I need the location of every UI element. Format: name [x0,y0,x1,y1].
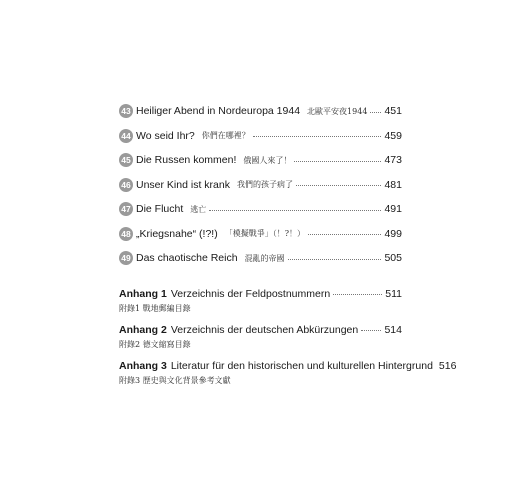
dot-leader [308,234,381,235]
chapter-title-chinese: 「模擬戰爭」（！?！） [224,229,305,238]
page-number: 481 [384,178,402,191]
chapter-title-chinese: 混亂的帝國 [244,253,285,263]
toc-entry[interactable] [119,152,402,168]
appendix-subtitle-chinese: 附錄3 歷史與文化背景參考文獻 [119,376,231,385]
appendix-subtitle-chinese: 附錄2 德文縮寫目錄 [119,340,191,349]
chapter-number-badge: 45 [119,153,133,167]
appendix-label: Anhang 2 [119,323,167,336]
chapter-title-german: Heiliger Abend in Nordeuropa 1944 [136,105,301,117]
appendix-title: Literatur für den historischen und kulturellen Hintergrund [170,359,433,372]
toc-entry[interactable] [119,226,402,242]
appendix-heading-line [119,358,457,373]
appendix-label: Anhang 3 [119,359,167,372]
page-number: 451 [384,105,402,117]
chapter-title-german: „Kriegsnahe“ (!?!) [136,227,218,240]
toc-entry[interactable] [119,250,402,266]
appendix-heading-line [119,322,402,337]
page-number: 511 [385,287,402,300]
page-number: 473 [384,154,402,166]
dot-leader [333,294,382,295]
dot-leader [296,185,382,186]
chapter-title-chinese: 你們在哪裡？ [201,131,250,140]
appendix-subtitle-chinese: 附錄1 戰地郵編目錄 [119,304,191,313]
chapter-number-badge: 49 [119,251,133,265]
appendix-entry[interactable] [119,322,402,350]
chapter-title-chinese: 俄國人來了！ [243,155,292,165]
chapter-title-chinese: 我們的孩子病了 [236,180,293,189]
chapter-number-badge: 43 [119,104,133,118]
appendix-heading-line [119,286,402,301]
chapter-title-chinese: 北歐平安夜1944 [307,106,368,116]
toc-entry[interactable] [119,128,402,144]
toc-entry[interactable] [119,103,402,119]
chapter-number-badge: 46 [119,178,133,192]
dot-leader [361,330,381,331]
chapter-number-badge: 48 [119,227,133,241]
table-of-contents [119,103,402,275]
appendix-title: Verzeichnis der Feldpostnummern [170,287,331,300]
dot-leader [288,259,382,260]
chapter-number-badge: 44 [119,129,133,143]
appendix-label: Anhang 1 [119,287,167,300]
chapter-title-german: Die Flucht [136,203,184,215]
chapter-title-german: Das chaotische Reich [136,252,238,264]
page-number: 491 [384,203,402,215]
chapter-title-german: Unser Kind ist krank [136,178,230,191]
dot-leader [370,112,381,113]
dot-leader [253,136,382,137]
toc-entry[interactable] [119,201,402,217]
page-number: 499 [384,227,402,240]
chapter-title-german: Wo seid Ihr? [136,129,195,142]
appendix-entry[interactable] [119,286,402,314]
appendix-title: Verzeichnis der deutschen Abkürzungen [170,323,359,336]
dot-leader [294,161,381,162]
chapter-title-german: Die Russen kommen! [136,154,237,166]
dot-leader [209,210,381,211]
page-number: 505 [384,252,402,264]
chapter-number-badge: 47 [119,202,133,216]
page-number: 516 [438,359,457,372]
page-number: 459 [384,129,402,142]
toc-entry[interactable] [119,177,402,193]
chapter-title-chinese: 逃亡 [190,204,207,214]
page-number: 514 [384,323,402,336]
appendix-entry[interactable] [119,358,457,386]
